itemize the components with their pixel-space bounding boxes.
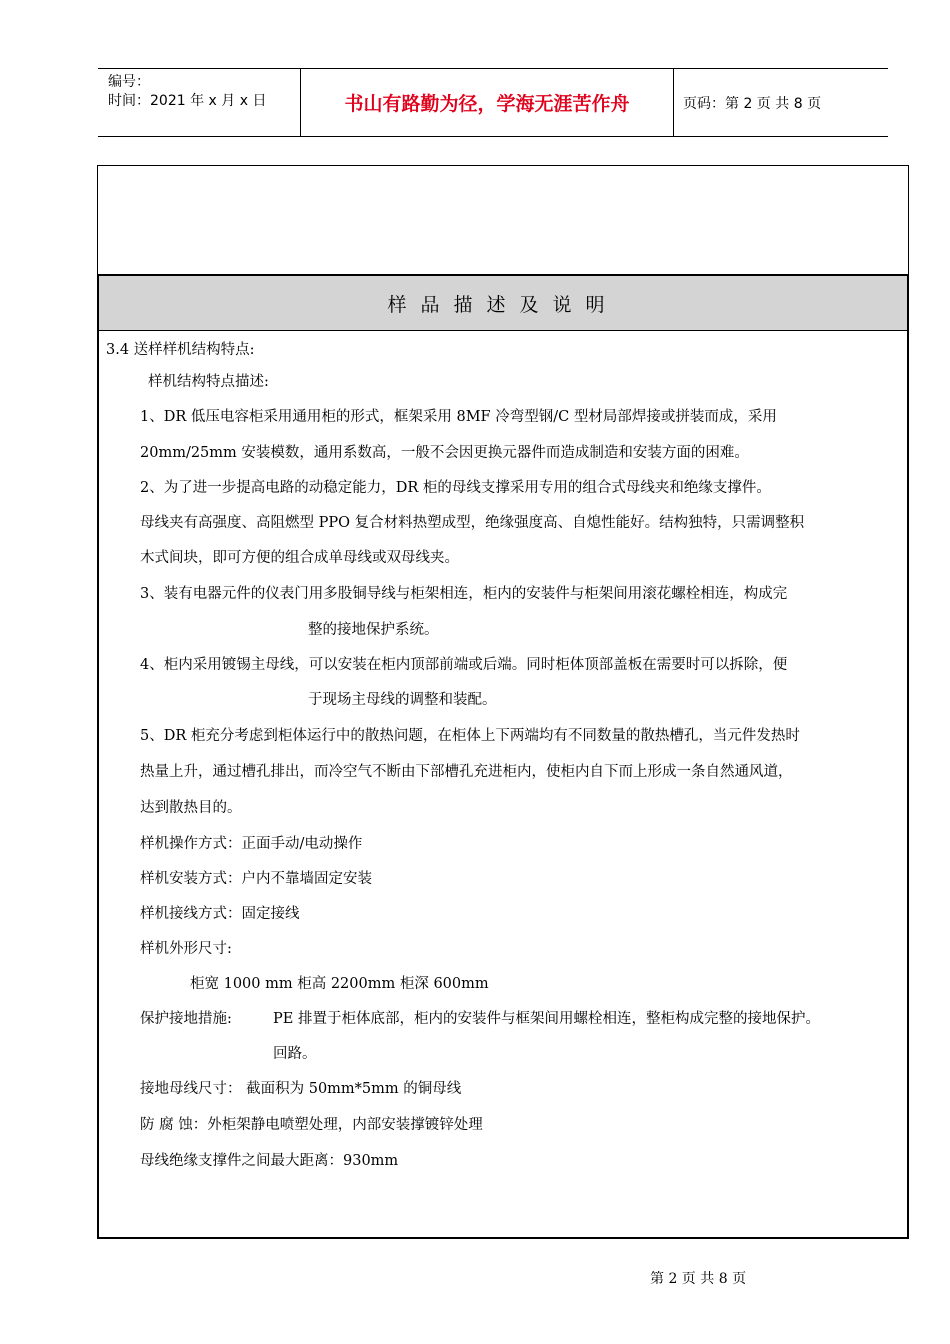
number-label: 编号： bbox=[108, 74, 150, 90]
body-line: PE 排置于柜体底部，柜内的安装件与框架间用螺栓相连，整柜构成完整的接地保护。 bbox=[273, 1011, 820, 1027]
body-line: 20mm/25mm 安装模数，通用系数高，一般不会因更换元器件而造成制造和安装方面的困难。 bbox=[140, 445, 749, 461]
body-line: 整的接地保护系统。 bbox=[308, 622, 439, 638]
time-label: 时间：2021 年 x 月 x 日 bbox=[108, 93, 267, 109]
body-line: 木式间块，即可方便的组合成单母线或双母线夹。 bbox=[140, 550, 459, 566]
body-line: 样机安装方式：户内不靠墙固定安装 bbox=[140, 871, 372, 887]
page-header bbox=[98, 68, 888, 137]
body-line: 样机接线方式：固定接线 bbox=[140, 906, 300, 922]
header-page-label: 页码：第 2 页 共 8 页 bbox=[683, 95, 822, 112]
body-line: 接地母线尺寸： 截面积为 50mm*5mm 的铜母线 bbox=[140, 1081, 462, 1097]
body-line: 于现场主母线的调整和装配。 bbox=[308, 692, 497, 708]
section-title: 样品描述及说明 bbox=[99, 276, 907, 331]
body-line: 保护接地措施: bbox=[140, 1011, 232, 1027]
header-meta bbox=[98, 69, 300, 136]
sample-description-table bbox=[97, 274, 909, 1239]
body-line: 2、为了进一步提高电路的动稳定能力，DR 柜的母线支撑采用专用的组合式母线夹和绝缘支撑件。 bbox=[140, 480, 771, 496]
body-line: 热量上升，通过槽孔排出，而冷空气不断由下部槽孔充进柜内，使柜内自下而上形成一条自然通风道， bbox=[140, 764, 793, 780]
page-footer: 第 2 页 共 8 页 bbox=[650, 1271, 747, 1287]
body-line: 样机结构特点描述: bbox=[148, 374, 269, 390]
body-line: 3.4 送样样机结构特点: bbox=[106, 342, 255, 358]
body-line: 防 腐 蚀：外柜架静电喷塑处理，内部安装撑镀锌处理 bbox=[140, 1117, 483, 1133]
header-motto: 书山有路勤为径，学海无涯苦作舟 bbox=[300, 69, 674, 136]
body-line: 样机外形尺寸: bbox=[140, 941, 232, 957]
body-line: 母线绝缘支撑件之间最大距离：930mm bbox=[140, 1153, 399, 1169]
body-line: 母线夹有高强度、高阻燃型 PPO 复合材料热塑成型，绝缘强度高、自熄性能好。结构独特，只需调整积 bbox=[140, 515, 805, 531]
empty-table-row bbox=[97, 165, 909, 274]
body-line: 达到散热目的。 bbox=[140, 800, 242, 816]
body-line: 4、柜内采用镀锡主母线，可以安装在柜内顶部前端或后端。同时柜体顶部盖板在需要时可以拆除，便 bbox=[140, 657, 788, 673]
body-line: 3、装有电器元件的仪表门用多股铜导线与柜架相连，柜内的安装件与柜架间用滚花螺栓相连，构成完 bbox=[140, 586, 788, 602]
body-line: 回路。 bbox=[273, 1046, 317, 1062]
body-line: 柜宽 1000 mm 柜高 2200mm 柜深 600mm bbox=[190, 976, 489, 992]
body-line: 1、DR 低压电容柜采用通用柜的形式，框架采用 8MF 冷弯型钢/C 型材局部焊接或拼装而成，采用 bbox=[140, 409, 777, 425]
body-line: 样机操作方式：正面手动/电动操作 bbox=[140, 836, 363, 852]
body-line: 5、DR 柜充分考虑到柜体运行中的散热问题，在柜体上下两端均有不同数量的散热槽孔，当元件发热时 bbox=[140, 728, 800, 744]
